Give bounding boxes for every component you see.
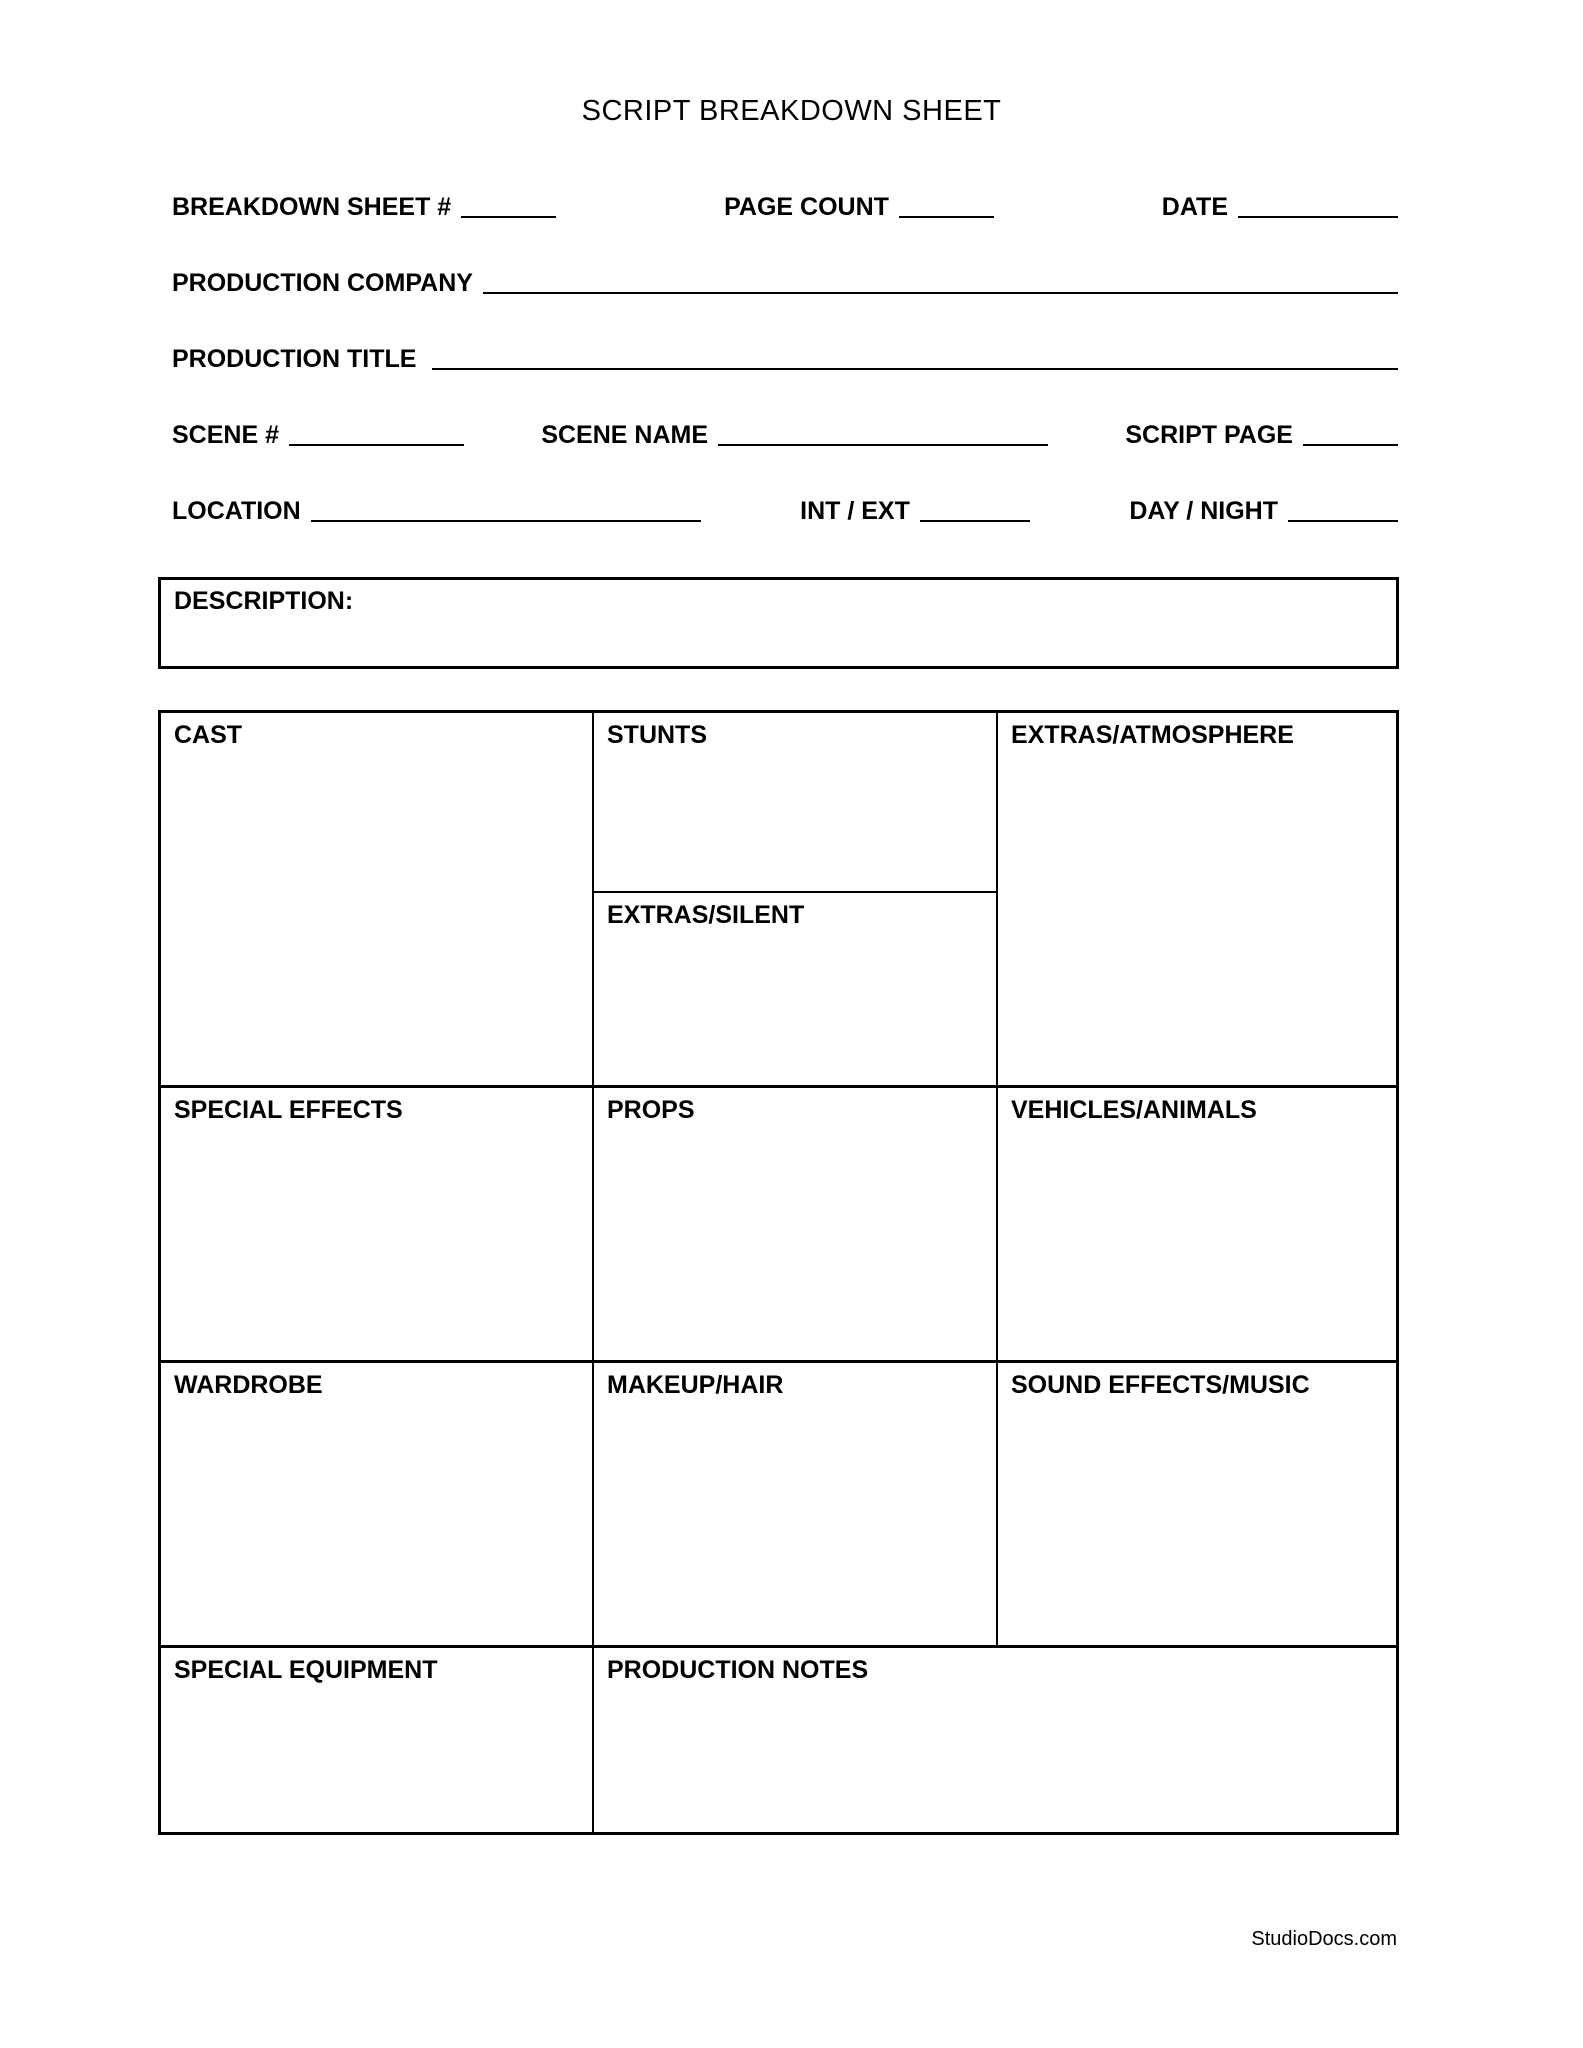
scene-name-label: SCENE NAME: [541, 421, 709, 449]
day-night-group: [1129, 497, 1398, 526]
extras-silent-label: EXTRAS/SILENT: [607, 901, 805, 929]
special-equipment-label: SPECIAL EQUIPMENT: [174, 1656, 438, 1684]
production-title-label: PRODUCTION TITLE: [172, 345, 417, 373]
production-title-field[interactable]: [432, 368, 1398, 370]
description-label: DESCRIPTION:: [174, 587, 354, 615]
day-night-field[interactable]: [1288, 520, 1398, 522]
stunts-cell[interactable]: [594, 713, 996, 893]
header-row-5: [172, 497, 1398, 526]
description-box[interactable]: [158, 577, 1399, 669]
grid-row-4: [161, 1648, 1396, 1832]
date-field[interactable]: [1238, 216, 1398, 218]
props-cell[interactable]: [594, 1088, 998, 1360]
stunts-label: STUNTS: [607, 721, 707, 749]
cast-cell[interactable]: [161, 713, 594, 1085]
footer-branding: StudioDocs.com: [1251, 1928, 1397, 1950]
grid-row-2: [161, 1088, 1396, 1363]
vehicles-animals-cell[interactable]: [998, 1088, 1396, 1360]
production-notes-cell[interactable]: [594, 1648, 1396, 1832]
date-group: [1162, 193, 1398, 222]
production-company-group: [172, 269, 1398, 298]
int-ext-field[interactable]: [920, 520, 1030, 522]
location-label: LOCATION: [172, 497, 301, 525]
breakdown-sheet-number-group: [172, 193, 556, 222]
int-ext-label: INT / EXT: [800, 497, 910, 525]
sound-effects-music-label: SOUND EFFECTS/MUSIC: [1011, 1371, 1310, 1399]
page-count-label: PAGE COUNT: [724, 193, 889, 221]
location-field[interactable]: [311, 520, 701, 522]
script-page-label: SCRIPT PAGE: [1125, 421, 1293, 449]
special-effects-cell[interactable]: [161, 1088, 594, 1360]
extras-silent-cell[interactable]: [594, 893, 996, 1085]
breakdown-sheet-number-label: BREAKDOWN SHEET #: [172, 193, 452, 221]
script-page-group: [1125, 421, 1398, 450]
scene-number-field[interactable]: [289, 444, 464, 446]
day-night-label: DAY / NIGHT: [1129, 497, 1278, 525]
page-title: SCRIPT BREAKDOWN SHEET: [581, 95, 1002, 127]
scene-name-group: [541, 421, 1048, 450]
header-row-4: [172, 421, 1398, 450]
grid-row-3: [161, 1363, 1396, 1648]
int-ext-group: [800, 497, 1030, 526]
extras-atmosphere-cell[interactable]: [998, 713, 1396, 1085]
date-label: DATE: [1161, 193, 1228, 221]
stunts-extras-silent-column: [594, 713, 998, 1085]
page-count-field[interactable]: [899, 216, 994, 218]
breakdown-grid: [158, 710, 1399, 1835]
script-page-field[interactable]: [1303, 444, 1398, 446]
wardrobe-label: WARDROBE: [174, 1371, 323, 1399]
special-effects-label: SPECIAL EFFECTS: [174, 1096, 403, 1124]
header-row-3: [172, 345, 1398, 374]
scene-number-group: [172, 421, 464, 450]
production-notes-label: PRODUCTION NOTES: [607, 1656, 869, 1684]
scene-name-field[interactable]: [718, 444, 1048, 446]
props-label: PROPS: [607, 1096, 695, 1124]
page-count-group: [724, 193, 994, 222]
cast-label: CAST: [174, 721, 243, 749]
wardrobe-cell[interactable]: [161, 1363, 594, 1645]
location-group: [172, 497, 701, 526]
grid-row-1: [161, 713, 1396, 1088]
makeup-hair-label: MAKEUP/HAIR: [607, 1371, 784, 1399]
production-company-label: PRODUCTION COMPANY: [172, 269, 473, 297]
header-row-2: [172, 269, 1398, 298]
special-equipment-cell[interactable]: [161, 1648, 594, 1832]
header-row-1: [172, 193, 1398, 222]
production-company-field[interactable]: [483, 292, 1398, 294]
scene-number-label: SCENE #: [172, 421, 279, 449]
sound-effects-music-cell[interactable]: [998, 1363, 1396, 1645]
makeup-hair-cell[interactable]: [594, 1363, 998, 1645]
production-title-group: [172, 345, 1398, 374]
vehicles-animals-label: VEHICLES/ANIMALS: [1011, 1096, 1257, 1124]
extras-atmosphere-label: EXTRAS/ATMOSPHERE: [1011, 721, 1294, 749]
breakdown-sheet-number-field[interactable]: [461, 216, 556, 218]
